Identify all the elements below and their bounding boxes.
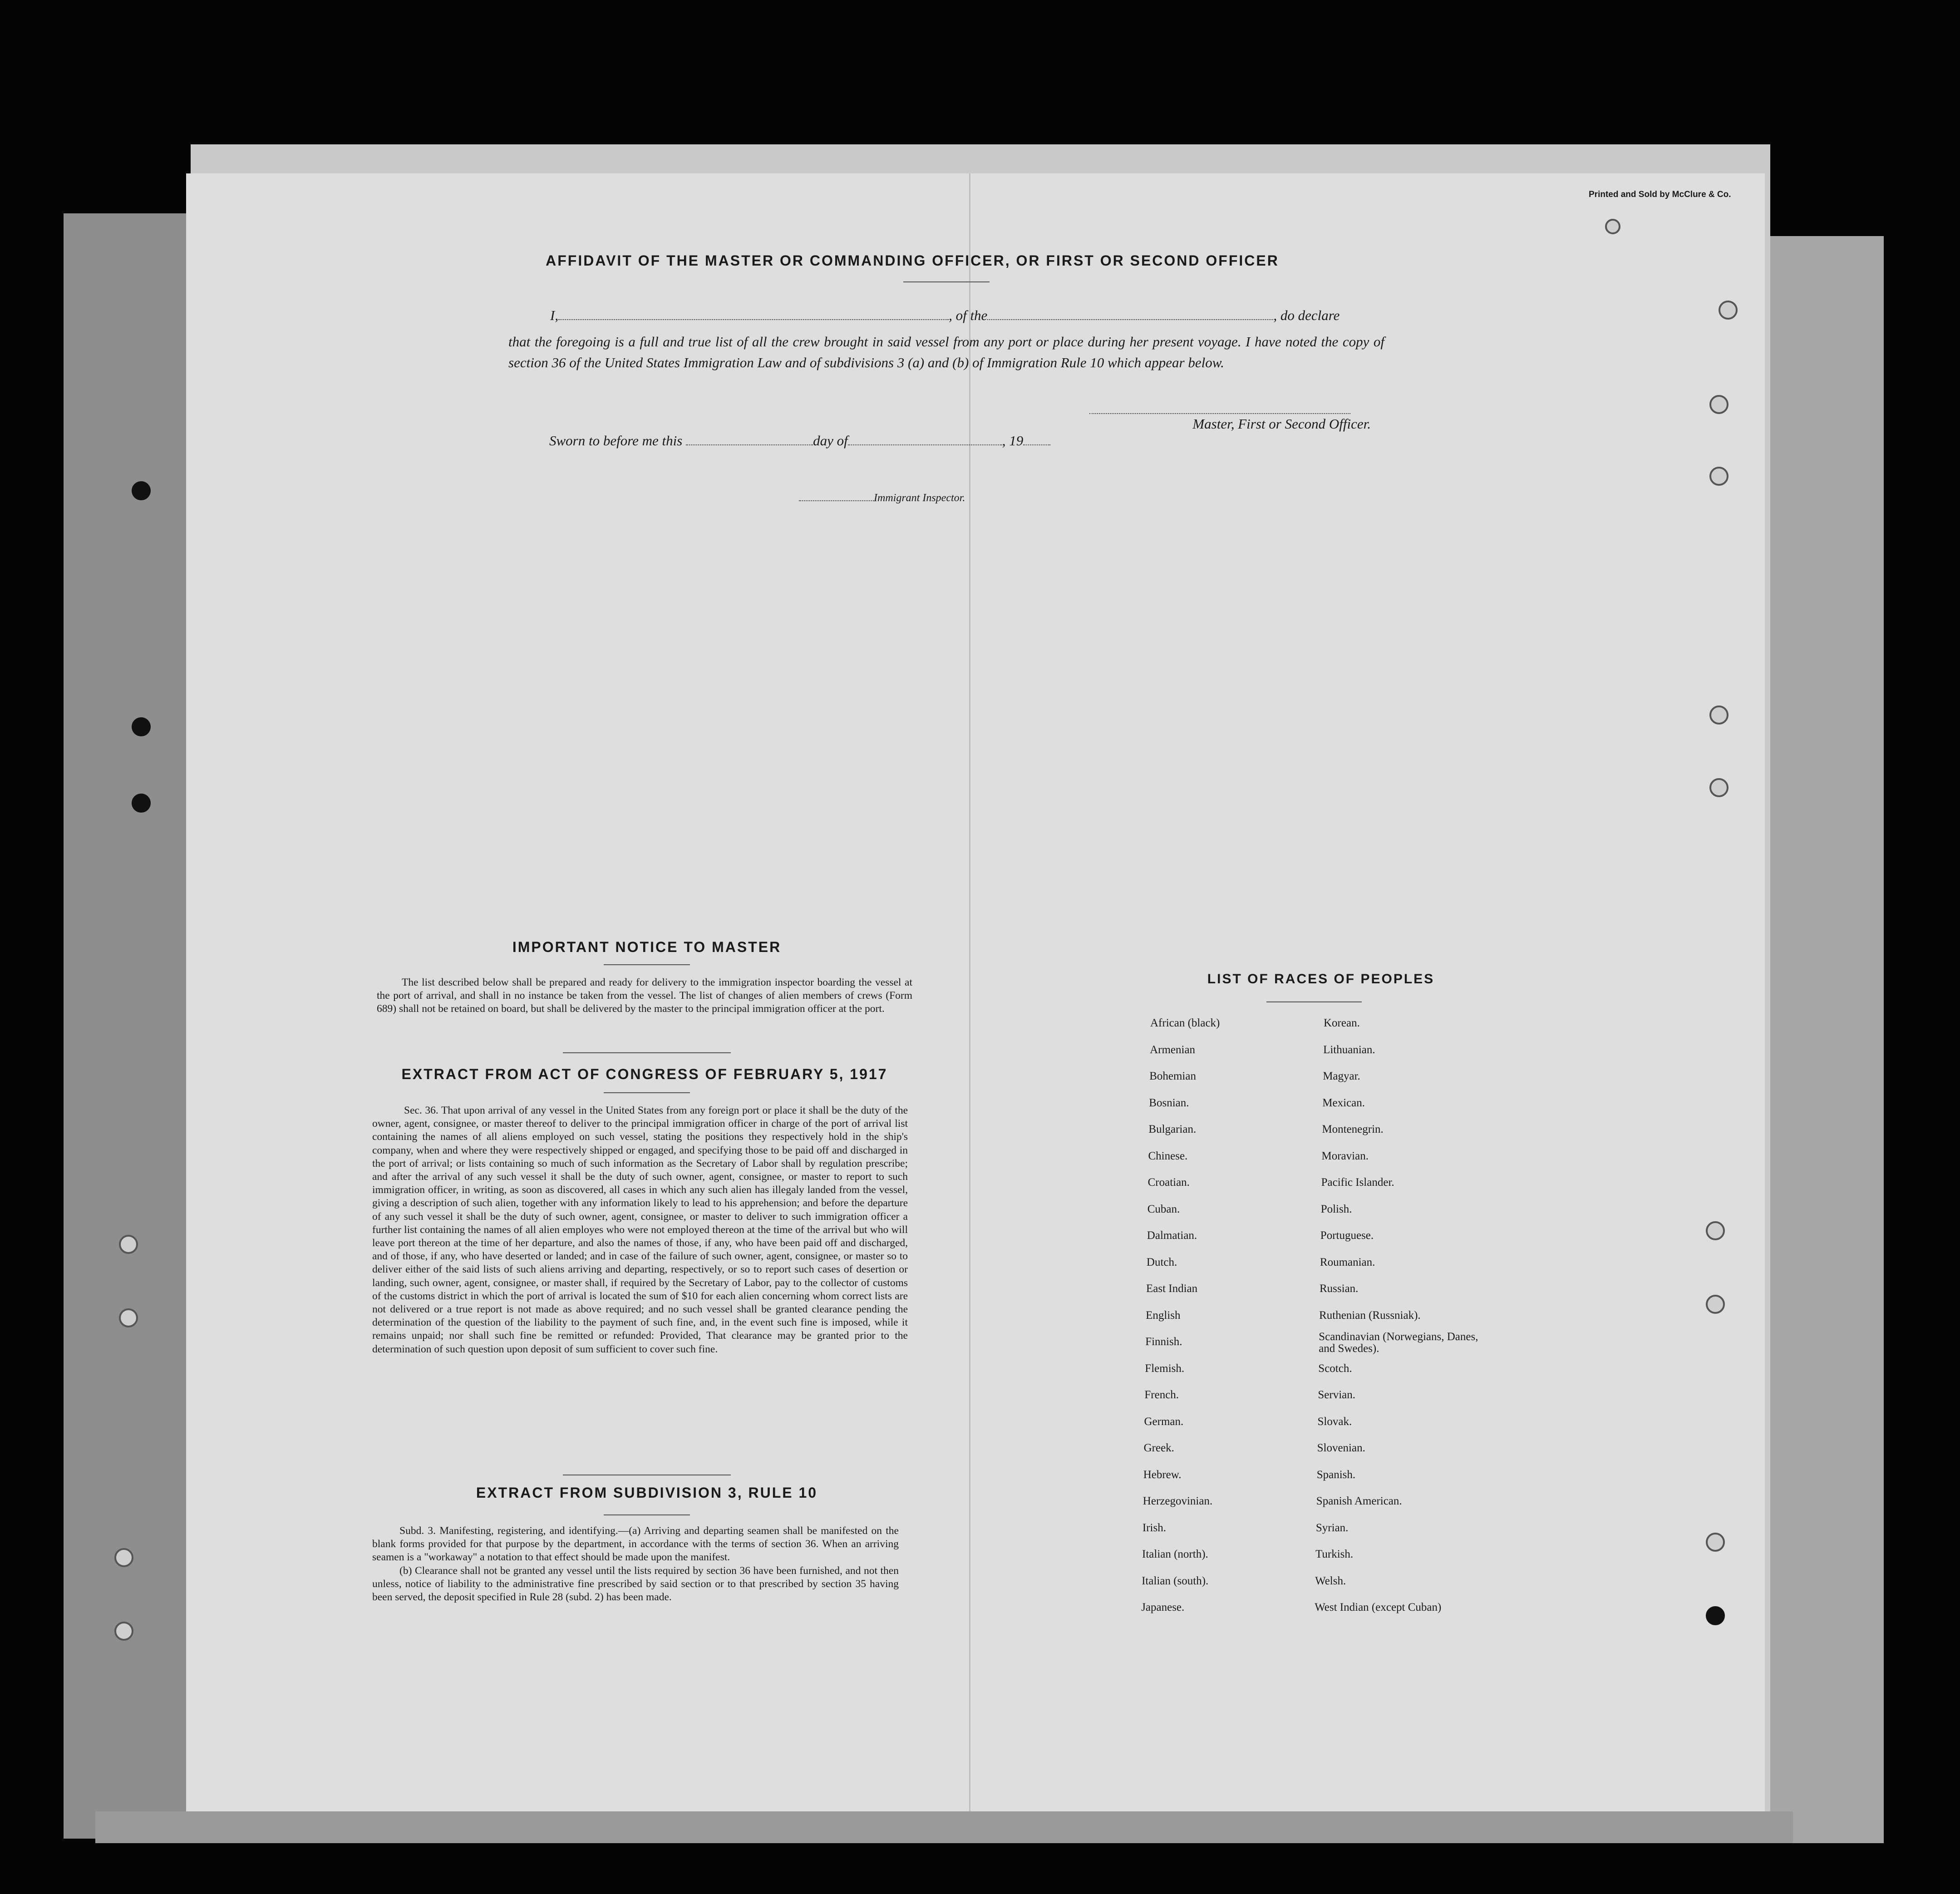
punch-hole (119, 1308, 138, 1327)
race-item: Bulgarian. (1148, 1123, 1197, 1135)
punch-hole (1709, 778, 1729, 797)
punch-hole (1709, 705, 1729, 725)
affidavit-declaration-line: I, , of the , do declare (508, 305, 1384, 326)
race-item: Croatian. (1147, 1176, 1190, 1189)
signature-label: Master, First or Second Officer. (1192, 416, 1371, 432)
title-rule (604, 1514, 690, 1515)
bottom-edge (95, 1811, 1793, 1843)
punch-hole (1605, 219, 1620, 234)
inspector-line: Immigrant Inspector. (799, 489, 965, 504)
race-item: Moravian. (1321, 1149, 1369, 1162)
punch-hole (1706, 1606, 1725, 1625)
punch-hole (132, 794, 151, 813)
title-rule (604, 964, 690, 965)
race-item: Slovak. (1317, 1415, 1352, 1428)
race-item: Russian. (1320, 1282, 1359, 1295)
race-item: Flemish. (1145, 1362, 1185, 1375)
race-item: Finnish. (1145, 1336, 1182, 1348)
race-item: Welsh. (1315, 1574, 1346, 1587)
race-item: Bohemian (1149, 1070, 1196, 1082)
section-rule (563, 1052, 731, 1053)
race-item: Pacific Islander. (1321, 1176, 1394, 1189)
punch-hole (132, 481, 151, 500)
title-rule (604, 1092, 690, 1093)
race-item: Magyar. (1323, 1070, 1360, 1082)
punch-hole (1709, 395, 1729, 414)
race-item: German. (1144, 1415, 1184, 1428)
race-item: Syrian. (1315, 1521, 1349, 1534)
rule10-para-a: Subd. 3. Manifesting, registering, and identifying.—(a) Arriving and departing seamen shall be manifested on the blank forms provided for that purpose by the department, in accordance with the terms of section 36. When an arriving seamen is a "workaway" a notation to that effect should be made upon the manifest. (372, 1525, 899, 1564)
race-item: Ruthenian (Russniak). (1319, 1309, 1421, 1322)
race-item: Cuban. (1147, 1203, 1180, 1215)
punch-hole (1719, 301, 1738, 320)
races-title: LIST OF RACES OF PEOPLES (1207, 972, 1435, 986)
race-item: Scandinavian (Norwegians, Danes, and Swedes). (1319, 1331, 1478, 1355)
race-item: Herzegovinian. (1143, 1495, 1213, 1507)
race-item: African (black) (1150, 1017, 1220, 1029)
race-item: East Indian (1146, 1282, 1198, 1295)
page-fold (969, 173, 970, 1822)
race-item: Spanish. (1316, 1468, 1356, 1481)
race-item: Portuguese. (1320, 1229, 1374, 1242)
notice-body: The list described below shall be prepared and ready for delivery to the immigration inspector boarding the vessel at the port of arrival, and shall in no instance be taken from the vessel. The list of changes of alien members of crews (Form 689) shall not be retained on board, but shall be delivered by the master to the principal immigration officer at the port. (377, 977, 912, 1015)
rule10-title: EXTRACT FROM SUBDIVISION 3, RULE 10 (476, 1485, 818, 1501)
punch-hole (119, 1235, 138, 1254)
title-rule (903, 281, 990, 282)
punch-hole (1709, 467, 1729, 486)
race-item: Irish. (1142, 1521, 1166, 1534)
punch-hole (1706, 1221, 1725, 1240)
vessel-blank (987, 305, 1273, 320)
punch-hole (114, 1622, 133, 1641)
race-item: Polish. (1320, 1203, 1352, 1215)
rule10-body (372, 1524, 899, 1604)
race-item: Spanish American. (1316, 1495, 1402, 1507)
race-item: Korean. (1324, 1017, 1360, 1029)
race-item: Bosnian. (1149, 1096, 1189, 1109)
name-blank (558, 305, 949, 320)
race-item: Japanese. (1141, 1601, 1185, 1613)
race-item: French. (1144, 1389, 1179, 1401)
race-item: Chinese. (1148, 1149, 1188, 1162)
affidavit-body: that the foregoing is a full and true list of all the crew brought in said vessel from any port or place during her present voyage. I have noted the copy of section 36 of the United States Immigration Law and of subdivisions 3 (a) and (b) of Immigration Rule 10 which appear below. (508, 334, 1384, 370)
race-item: Montenegrin. (1322, 1123, 1384, 1135)
title-rule (1266, 1001, 1362, 1002)
race-item: Dalmatian. (1147, 1229, 1197, 1242)
punch-hole (1706, 1295, 1725, 1314)
race-item: English (1146, 1309, 1181, 1322)
punch-hole (1706, 1533, 1725, 1552)
act-body: Sec. 36. That upon arrival of any vessel in the United States from any foreign port or place it shall be the duty of the owner, agent, consignee, or master thereof to deliver to the principal immigration officer in charge of the port of arrival list containing the names of all aliens employed on such vessel, stating the positions they respectively hold in the ship's company, when and where they were respectively shipped or engaged, and specifying those to be paid off and discharged in the port of arrival; or lists containing so much of such information as the Secretary of Labor shall by regulation prescribe; and after the arrival of any such vessel it shall be the duty of such owner, agent, consignee, or master to report to such immigration officer, in writing, as soon as discovered, all cases in which any such alien has illegaly landed from the vessel, giving a description of such alien, together with any information likely to lead to his apprehension; and before the departure of any such vessel it shall be the duty of such owner, agent, consignee, or master to deliver to such immigration officer a further list containing the names of all alien employes who were not employed thereon at the time of the arrival but who will leave port thereon at the time of her departure, and also the names of those, if any, who have been paid off and discharged, and of those, if any, who have deserted or landed; and in case of the failure of such owner, agent, consignee, or master so to deliver either of the said lists of such aliens arriving and departing, respectively, or so to report such cases of desertion or landing, such owner, agent, consignee, or master shall, if required by the Secretary of Labor, pay to the collector of customs of the customs district in which the port of arrival is located the sum of $10 for each alien concerning whom correct lists are not delivered or a true report is not made as above required; and no such vessel shall be granted clearance pending the determination of the question of the liability to the payment of such fine, and, in the event such fine is imposed, while it remains unpaid; nor shall such fine be remitted or refunded: Provided, That clearance may be granted prior to the determination of such question upon deposit of sum sufficient to cover such fine. (372, 1105, 908, 1355)
race-item: Servian. (1318, 1389, 1356, 1401)
race-item: Roumanian. (1320, 1256, 1375, 1268)
act-title: EXTRACT FROM ACT OF CONGRESS OF FEBRUARY 5, 1917 (401, 1066, 888, 1082)
race-item: Turkish. (1315, 1548, 1354, 1560)
race-item: Armenian (1150, 1043, 1196, 1056)
race-item: Hebrew. (1143, 1468, 1182, 1481)
race-item: West Indian (except Cuban) (1315, 1601, 1442, 1613)
race-item: Italian (north). (1142, 1548, 1208, 1560)
rule10-para-b: (b) Clearance shall not be granted any vessel until the lists required by section 36 have been furnished, and not then unless, notice of liability to the administrative fine prescribed by said section or to that prescribed by section 35 having been served, the deposit specified in Rule 28 (subd. 2) has been made. (372, 1564, 899, 1603)
race-item: Slovenian. (1317, 1442, 1365, 1454)
underlying-sheet-right (1766, 236, 1884, 1843)
punch-hole (114, 1548, 133, 1567)
race-item: Scotch. (1318, 1362, 1352, 1375)
signature-line (1089, 413, 1350, 414)
race-item: Greek. (1143, 1442, 1174, 1454)
race-item: Lithuanian. (1323, 1043, 1375, 1056)
race-item: Mexican. (1322, 1096, 1365, 1109)
race-item: Dutch. (1146, 1256, 1177, 1268)
affidavit-title: AFFIDAVIT OF THE MASTER OR COMMANDING OFFICER, OR FIRST OR SECOND OFFICER (546, 252, 1279, 269)
race-item: Italian (south). (1142, 1574, 1209, 1587)
punch-hole (132, 717, 151, 736)
notice-title: IMPORTANT NOTICE TO MASTER (512, 939, 782, 955)
printer-mark: Printed and Sold by McClure & Co. (1589, 190, 1731, 199)
sworn-line: Sworn to before me this day of , 19 (549, 430, 1050, 449)
